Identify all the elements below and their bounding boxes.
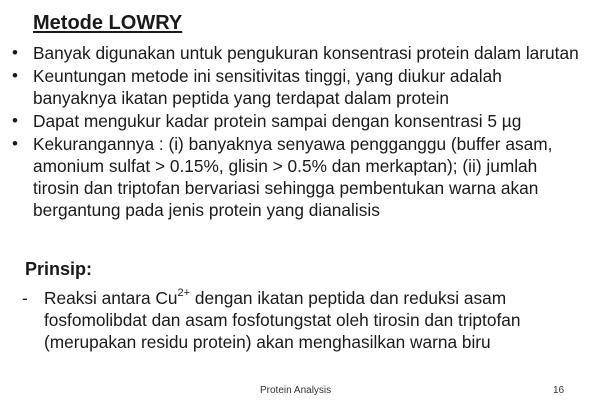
principle-heading: Prinsip:: [25, 259, 93, 279]
bullet-text: Kekurangannya : (i) banyaknya senyawa pengganggu (buffer asam, amonium sulfat > 0.15%, glisin > 0.5% dan merkaptan); (ii) jumlah tirosin dan triptofan bervariasi sehingga pembentukan warna akan bergantung pada jenis protein yang dianalisis: [33, 134, 553, 220]
bullet-text: Keuntungan metode ini sensitivitas tinggi, yang diukur adalah banyaknya ikatan peptida yang terdapat dalam protein: [33, 66, 502, 108]
bullet-item: [0, 65, 600, 109]
principle-item: [0, 287, 600, 353]
bullet-item: [0, 133, 600, 221]
bullet-dot-icon: •: [12, 43, 18, 62]
bullet-list: [0, 42, 600, 222]
bullet-item: [0, 110, 600, 132]
bullet-text: Dapat mengukur kadar protein sampai dengan konsentrasi 5 µg: [33, 111, 522, 131]
slide-title: Metode LOWRY: [33, 12, 183, 34]
page-number: 16: [553, 385, 565, 396]
principle-text-start: Reaksi antara Cu: [44, 288, 178, 308]
bullet-dot-icon: •: [12, 134, 18, 153]
bullet-item: [0, 42, 600, 64]
bullet-dot-icon: •: [12, 111, 18, 130]
bullet-dot-icon: •: [12, 66, 18, 85]
principle-text-rest: dengan ikatan peptida dan reduksi asam fosfomolibdat dan asam fosfotungstat oleh tirosin dan triptofan (merupakan residu protein) akan menghasilkan warna biru: [44, 288, 521, 352]
footer-title: Protein Analysis: [260, 385, 332, 396]
dash-icon: -: [22, 288, 28, 308]
charge-superscript: 2+: [177, 287, 191, 300]
bullet-text: Banyak digunakan untuk pengukuran konsentrasi protein dalam larutan: [33, 43, 579, 63]
